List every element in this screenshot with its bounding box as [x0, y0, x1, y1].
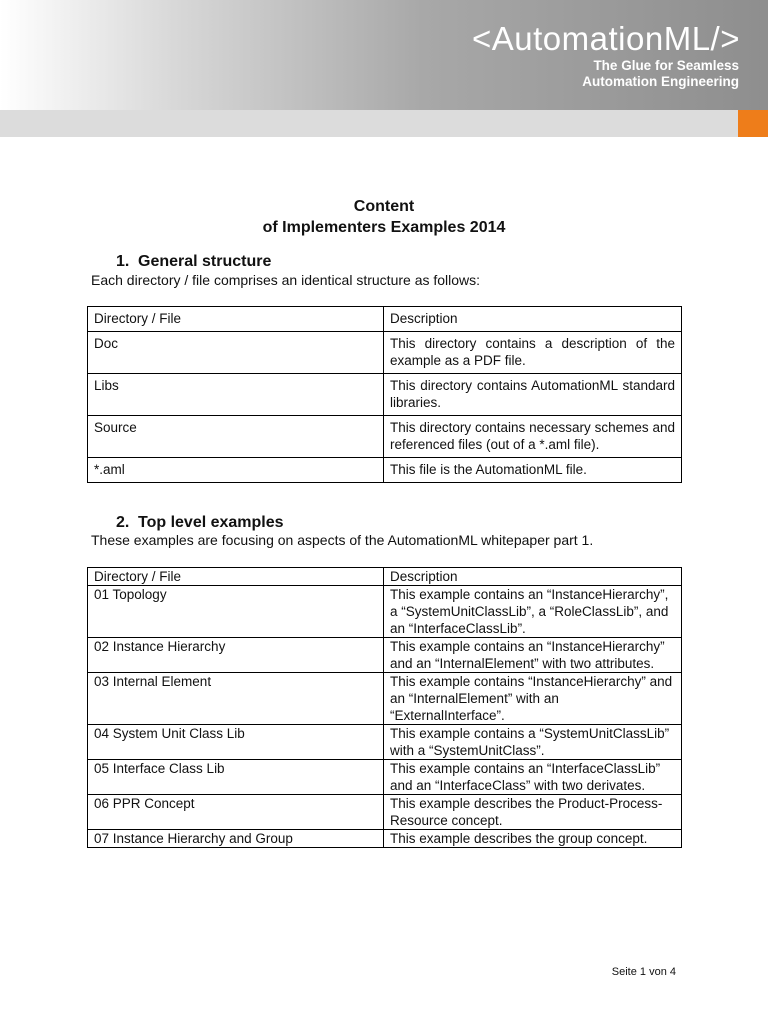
- table-cell-name: Source: [88, 416, 384, 458]
- table-header-row: [88, 307, 682, 332]
- table-row: [88, 795, 682, 830]
- table-cell-name: 03 Internal Element: [88, 673, 384, 725]
- table-row: [88, 416, 682, 458]
- header-gray-strip: [0, 110, 738, 137]
- table-cell-description: This example describes the group concept.: [384, 830, 682, 848]
- table-cell-description: This example contains an “InstanceHierarchy” and an “InternalElement” with two attributes.: [384, 638, 682, 673]
- table-header-row: [88, 568, 682, 586]
- table-cell-description: This directory contains necessary schemes and referenced files (out of a *.aml file).: [384, 416, 682, 458]
- section-1-intro: Each directory / file comprises an identical structure as follows:: [91, 272, 481, 288]
- table-cell-description: This example describes the Product-Process-Resource concept.: [384, 795, 682, 830]
- logo-tagline: [582, 58, 739, 90]
- table-cell-name: 05 Interface Class Lib: [88, 760, 384, 795]
- table-row: [88, 673, 682, 725]
- table-row: [88, 760, 682, 795]
- table-cell-name: 02 Instance Hierarchy: [88, 638, 384, 673]
- table-cell-name: 07 Instance Hierarchy and Group: [88, 830, 384, 848]
- header-orange-accent: [738, 110, 768, 137]
- table-header-cell: Directory / File: [88, 307, 384, 332]
- table-row: [88, 638, 682, 673]
- table-cell-description: This directory contains a description of the example as a PDF file.: [384, 332, 682, 374]
- page-number: Seite 1 von 4: [611, 966, 676, 978]
- table-cell-name: Doc: [88, 332, 384, 374]
- section-2-title: Top level examples: [138, 514, 284, 531]
- section-1-number: 1.: [116, 253, 130, 270]
- table-cell-name: 01 Topology: [88, 586, 384, 638]
- table-row: [88, 586, 682, 638]
- section-2-intro: These examples are focusing on aspects of the AutomationML whitepaper part 1.: [91, 532, 594, 548]
- table-cell-description: This example contains “InstanceHierarchy” and an “InternalElement” with an “ExternalInterface”.: [384, 673, 682, 725]
- top-level-examples-table: [87, 567, 682, 848]
- table-cell-description: This example contains a “SystemUnitClassLib” with a “SystemUnitClass”.: [384, 725, 682, 760]
- table-cell-description: This example contains an “InstanceHierarchy”, a “SystemUnitClassLib”, a “RoleClassLib”, and an “InterfaceClassLib”.: [384, 586, 682, 638]
- automationml-logo: <AutomationML/>: [472, 20, 740, 57]
- table-cell-name: *.aml: [88, 458, 384, 483]
- tagline-line-1: The Glue for Seamless: [593, 58, 739, 73]
- tagline-line-2: Automation Engineering: [582, 74, 739, 89]
- table-row: [88, 374, 682, 416]
- document-title: [0, 196, 768, 238]
- table-header-cell: Description: [384, 307, 682, 332]
- general-structure-table: [87, 306, 682, 483]
- table-row: [88, 725, 682, 760]
- table-cell-description: This example contains an “InterfaceClassLib” and an “InterfaceClass” with two derivates.: [384, 760, 682, 795]
- table-cell-name: Libs: [88, 374, 384, 416]
- header-banner: [0, 0, 768, 110]
- table-header-cell: Description: [384, 568, 682, 586]
- table-row: [88, 458, 682, 483]
- table-cell-description: This file is the AutomationML file.: [384, 458, 682, 483]
- title-line-1: Content: [353, 198, 415, 215]
- section-1-title: General structure: [138, 253, 272, 270]
- table-cell-name: 04 System Unit Class Lib: [88, 725, 384, 760]
- table-header-cell: Directory / File: [88, 568, 384, 586]
- table-row: [88, 830, 682, 848]
- table-row: [88, 332, 682, 374]
- section-2-number: 2.: [116, 514, 130, 531]
- table-cell-name: 06 PPR Concept: [88, 795, 384, 830]
- title-line-2: of Implementers Examples 2014: [262, 219, 506, 236]
- table-cell-description: This directory contains AutomationML standard libraries.: [384, 374, 682, 416]
